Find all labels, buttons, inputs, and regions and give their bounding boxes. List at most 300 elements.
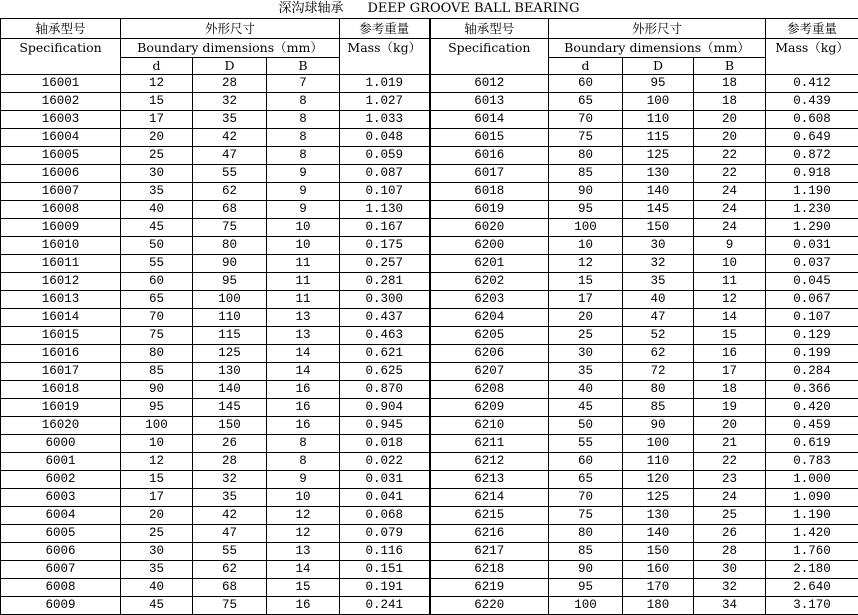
left-B-cell: 13 [267,327,340,345]
right-D-cell: 80 [623,381,694,399]
right-B-cell: 19 [694,399,766,417]
right-D-cell: 90 [623,417,694,435]
mass-header-en-right: Mass（kg） [766,39,858,75]
col-d-right: d [549,58,623,75]
left-B-cell: 16 [267,381,340,399]
table-row [1,543,858,561]
left-d-cell: 20 [121,129,193,147]
right-mass-cell: 0.045 [766,273,858,291]
right-d-cell: 85 [549,543,623,561]
left-d-cell: 40 [121,579,193,597]
header-row-zh [1,19,858,39]
right-spec-cell: 6213 [430,471,549,489]
left-D-cell: 55 [193,165,267,183]
table-row [1,147,858,165]
dims-header-zh-left: 外形尺寸 [121,19,340,39]
left-mass-cell: 0.031 [340,471,430,489]
table-row [1,507,858,525]
right-D-cell: 62 [623,345,694,363]
left-d-cell: 60 [121,273,193,291]
right-B-cell: 21 [694,435,766,453]
col-D-left: D [193,58,267,75]
left-D-cell: 47 [193,525,267,543]
left-spec-cell: 16010 [1,237,121,255]
left-d-cell: 17 [121,111,193,129]
left-B-cell: 9 [267,165,340,183]
table-row [1,525,858,543]
right-d-cell: 60 [549,453,623,471]
right-D-cell: 140 [623,183,694,201]
right-mass-cell: 0.420 [766,399,858,417]
left-D-cell: 35 [193,489,267,507]
left-B-cell: 8 [267,147,340,165]
mass-header-zh-left: 参考重量 [340,19,430,39]
left-d-cell: 65 [121,291,193,309]
left-D-cell: 95 [193,273,267,291]
left-spec-cell: 6000 [1,435,121,453]
mass-header-zh-right: 参考重量 [766,19,858,39]
left-B-cell: 14 [267,561,340,579]
right-d-cell: 75 [549,129,623,147]
left-mass-cell: 0.437 [340,309,430,327]
left-mass-cell: 1.033 [340,111,430,129]
left-d-cell: 100 [121,417,193,435]
page-title [0,0,858,18]
spec-header-en-left: Specification [1,39,121,75]
left-spec-cell: 16020 [1,417,121,435]
left-spec-cell: 16018 [1,381,121,399]
table-row [1,75,858,93]
left-B-cell: 10 [267,237,340,255]
right-spec-cell: 6200 [430,237,549,255]
table-row [1,417,858,435]
title-en: DEEP GROOVE BALL BEARING [368,1,580,16]
left-spec-cell: 6004 [1,507,121,525]
left-mass-cell: 0.870 [340,381,430,399]
left-d-cell: 15 [121,93,193,111]
left-mass-cell: 0.300 [340,291,430,309]
left-mass-cell: 0.068 [340,507,430,525]
right-B-cell: 20 [694,111,766,129]
right-spec-cell: 6206 [430,345,549,363]
left-mass-cell: 0.621 [340,345,430,363]
left-spec-cell: 16008 [1,201,121,219]
right-mass-cell: 0.459 [766,417,858,435]
left-B-cell: 13 [267,309,340,327]
table-body [1,75,858,615]
right-D-cell: 100 [623,435,694,453]
right-d-cell: 90 [549,561,623,579]
left-B-cell: 8 [267,453,340,471]
left-B-cell: 10 [267,489,340,507]
left-B-cell: 10 [267,219,340,237]
left-B-cell: 8 [267,129,340,147]
right-spec-cell: 6207 [430,363,549,381]
left-D-cell: 150 [193,417,267,435]
table-row [1,399,858,417]
right-d-cell: 17 [549,291,623,309]
left-mass-cell: 0.904 [340,399,430,417]
right-spec-cell: 6020 [430,219,549,237]
right-mass-cell: 0.129 [766,327,858,345]
right-spec-cell: 6204 [430,309,549,327]
left-mass-cell: 1.019 [340,75,430,93]
right-D-cell: 40 [623,291,694,309]
right-B-cell: 9 [694,237,766,255]
right-mass-cell: 0.284 [766,363,858,381]
left-B-cell: 8 [267,435,340,453]
header-row-en [1,39,858,58]
left-d-cell: 17 [121,489,193,507]
left-spec-cell: 16004 [1,129,121,147]
right-d-cell: 50 [549,417,623,435]
right-spec-cell: 6014 [430,111,549,129]
right-D-cell: 30 [623,237,694,255]
table-row [1,381,858,399]
left-mass-cell: 1.027 [340,93,430,111]
right-mass-cell: 0.649 [766,129,858,147]
left-spec-cell: 16006 [1,165,121,183]
left-mass-cell: 0.116 [340,543,430,561]
left-D-cell: 42 [193,129,267,147]
left-spec-cell: 6002 [1,471,121,489]
left-spec-cell: 16009 [1,219,121,237]
left-mass-cell: 0.191 [340,579,430,597]
right-d-cell: 35 [549,363,623,381]
table-row [1,435,858,453]
right-B-cell: 18 [694,75,766,93]
left-d-cell: 75 [121,327,193,345]
right-mass-cell: 1.000 [766,471,858,489]
left-spec-cell: 16017 [1,363,121,381]
table-row [1,453,858,471]
right-d-cell: 20 [549,309,623,327]
left-B-cell: 14 [267,363,340,381]
right-mass-cell: 2.180 [766,561,858,579]
right-B-cell: 11 [694,273,766,291]
right-mass-cell: 2.640 [766,579,858,597]
right-spec-cell: 6216 [430,525,549,543]
table-row [1,111,858,129]
right-d-cell: 95 [549,201,623,219]
spec-header-zh-left: 轴承型号 [1,19,121,39]
left-d-cell: 95 [121,399,193,417]
right-B-cell: 23 [694,471,766,489]
table-row [1,597,858,615]
right-spec-cell: 6013 [430,93,549,111]
left-D-cell: 80 [193,237,267,255]
left-mass-cell: 0.281 [340,273,430,291]
right-d-cell: 70 [549,489,623,507]
left-mass-cell: 0.041 [340,489,430,507]
left-d-cell: 85 [121,363,193,381]
left-B-cell: 11 [267,291,340,309]
right-spec-cell: 6219 [430,579,549,597]
right-d-cell: 65 [549,471,623,489]
right-spec-cell: 6208 [430,381,549,399]
right-D-cell: 170 [623,579,694,597]
right-spec-cell: 6015 [430,129,549,147]
left-d-cell: 35 [121,183,193,201]
right-D-cell: 115 [623,129,694,147]
right-d-cell: 25 [549,327,623,345]
left-B-cell: 14 [267,345,340,363]
table-row [1,183,858,201]
left-spec-cell: 6007 [1,561,121,579]
left-D-cell: 68 [193,579,267,597]
bearing-spec-table [0,18,858,615]
left-spec-cell: 16016 [1,345,121,363]
right-mass-cell: 0.439 [766,93,858,111]
right-mass-cell: 1.190 [766,183,858,201]
left-spec-cell: 6003 [1,489,121,507]
left-B-cell: 16 [267,399,340,417]
left-D-cell: 110 [193,309,267,327]
left-d-cell: 30 [121,165,193,183]
left-spec-cell: 16011 [1,255,121,273]
left-B-cell: 8 [267,93,340,111]
left-mass-cell: 0.087 [340,165,430,183]
left-d-cell: 25 [121,147,193,165]
right-spec-cell: 6209 [430,399,549,417]
right-mass-cell: 0.366 [766,381,858,399]
left-B-cell: 11 [267,255,340,273]
table-row [1,327,858,345]
left-B-cell: 9 [267,201,340,219]
right-spec-cell: 6220 [430,597,549,615]
right-D-cell: 125 [623,489,694,507]
left-spec-cell: 16002 [1,93,121,111]
right-d-cell: 85 [549,165,623,183]
right-D-cell: 125 [623,147,694,165]
dims-header-zh-right: 外形尺寸 [549,19,766,39]
right-B-cell: 28 [694,543,766,561]
right-B-cell: 12 [694,291,766,309]
left-spec-cell: 16003 [1,111,121,129]
right-mass-cell: 0.031 [766,237,858,255]
left-spec-cell: 6008 [1,579,121,597]
right-D-cell: 52 [623,327,694,345]
spec-header-zh-right: 轴承型号 [430,19,549,39]
right-mass-cell: 1.230 [766,201,858,219]
right-mass-cell: 0.783 [766,453,858,471]
right-d-cell: 45 [549,399,623,417]
right-spec-cell: 6205 [430,327,549,345]
right-d-cell: 100 [549,597,623,615]
table-row [1,309,858,327]
left-d-cell: 20 [121,507,193,525]
right-D-cell: 85 [623,399,694,417]
left-D-cell: 75 [193,597,267,615]
left-d-cell: 40 [121,201,193,219]
left-d-cell: 50 [121,237,193,255]
left-spec-cell: 16012 [1,273,121,291]
left-mass-cell: 0.022 [340,453,430,471]
right-B-cell: 24 [694,201,766,219]
right-D-cell: 160 [623,561,694,579]
left-D-cell: 115 [193,327,267,345]
left-mass-cell: 0.625 [340,363,430,381]
left-D-cell: 42 [193,507,267,525]
right-d-cell: 30 [549,345,623,363]
left-mass-cell: 0.059 [340,147,430,165]
left-spec-cell: 16019 [1,399,121,417]
left-D-cell: 47 [193,147,267,165]
left-mass-cell: 0.018 [340,435,430,453]
right-D-cell: 130 [623,507,694,525]
left-mass-cell: 0.241 [340,597,430,615]
table-row [1,489,858,507]
title-zh: 深沟球轴承 [278,1,343,16]
right-B-cell: 24 [694,219,766,237]
right-B-cell: 14 [694,309,766,327]
right-B-cell: 25 [694,507,766,525]
right-mass-cell: 0.918 [766,165,858,183]
right-B-cell: 18 [694,93,766,111]
right-B-cell: 15 [694,327,766,345]
right-spec-cell: 6016 [430,147,549,165]
table-row [1,201,858,219]
right-B-cell: 24 [694,489,766,507]
table-row [1,255,858,273]
right-spec-cell: 6218 [430,561,549,579]
right-d-cell: 75 [549,507,623,525]
right-D-cell: 32 [623,255,694,273]
table-row [1,363,858,381]
table-row [1,561,858,579]
left-D-cell: 68 [193,201,267,219]
left-B-cell: 8 [267,111,340,129]
right-d-cell: 80 [549,147,623,165]
right-D-cell: 95 [623,75,694,93]
right-spec-cell: 6018 [430,183,549,201]
left-D-cell: 62 [193,561,267,579]
left-d-cell: 25 [121,525,193,543]
right-d-cell: 10 [549,237,623,255]
left-D-cell: 35 [193,111,267,129]
left-D-cell: 26 [193,435,267,453]
left-D-cell: 28 [193,75,267,93]
left-D-cell: 90 [193,255,267,273]
left-spec-cell: 16007 [1,183,121,201]
left-D-cell: 28 [193,453,267,471]
left-d-cell: 10 [121,435,193,453]
right-spec-cell: 6212 [430,453,549,471]
left-B-cell: 7 [267,75,340,93]
left-spec-cell: 6009 [1,597,121,615]
right-mass-cell: 0.107 [766,309,858,327]
left-d-cell: 45 [121,219,193,237]
right-d-cell: 100 [549,219,623,237]
left-B-cell: 16 [267,417,340,435]
right-D-cell: 72 [623,363,694,381]
table-row [1,579,858,597]
left-mass-cell: 0.048 [340,129,430,147]
table-row [1,93,858,111]
right-d-cell: 60 [549,75,623,93]
left-D-cell: 32 [193,93,267,111]
right-B-cell: 22 [694,453,766,471]
left-d-cell: 80 [121,345,193,363]
left-mass-cell: 0.463 [340,327,430,345]
col-B-left: B [267,58,340,75]
left-spec-cell: 16013 [1,291,121,309]
right-mass-cell: 0.872 [766,147,858,165]
right-spec-cell: 6214 [430,489,549,507]
left-D-cell: 125 [193,345,267,363]
right-mass-cell: 0.608 [766,111,858,129]
right-B-cell: 30 [694,561,766,579]
right-B-cell: 16 [694,345,766,363]
right-B-cell: 10 [694,255,766,273]
right-mass-cell: 0.067 [766,291,858,309]
left-B-cell: 12 [267,525,340,543]
right-D-cell: 140 [623,525,694,543]
left-spec-cell: 6006 [1,543,121,561]
right-B-cell: 22 [694,147,766,165]
dims-header-en-left: Boundary dimensions（mm） [121,39,340,58]
left-mass-cell: 0.257 [340,255,430,273]
left-mass-cell: 0.945 [340,417,430,435]
right-B-cell: 17 [694,363,766,381]
left-d-cell: 70 [121,309,193,327]
left-spec-cell: 16001 [1,75,121,93]
table-row [1,345,858,363]
right-B-cell: 20 [694,417,766,435]
left-D-cell: 145 [193,399,267,417]
table-row [1,165,858,183]
left-d-cell: 55 [121,255,193,273]
right-d-cell: 12 [549,255,623,273]
right-D-cell: 35 [623,273,694,291]
left-B-cell: 9 [267,183,340,201]
right-D-cell: 110 [623,111,694,129]
right-mass-cell: 1.090 [766,489,858,507]
right-spec-cell: 6203 [430,291,549,309]
right-spec-cell: 6017 [430,165,549,183]
left-spec-cell: 16015 [1,327,121,345]
right-mass-cell: 0.619 [766,435,858,453]
left-d-cell: 30 [121,543,193,561]
right-spec-cell: 6211 [430,435,549,453]
left-d-cell: 35 [121,561,193,579]
left-B-cell: 11 [267,273,340,291]
right-d-cell: 95 [549,579,623,597]
left-d-cell: 45 [121,597,193,615]
right-D-cell: 150 [623,219,694,237]
left-D-cell: 100 [193,291,267,309]
right-B-cell: 22 [694,165,766,183]
left-d-cell: 12 [121,453,193,471]
table-row [1,471,858,489]
left-D-cell: 140 [193,381,267,399]
right-B-cell: 18 [694,381,766,399]
right-B-cell: 24 [694,183,766,201]
left-spec-cell: 16005 [1,147,121,165]
right-D-cell: 100 [623,93,694,111]
left-mass-cell: 0.167 [340,219,430,237]
right-spec-cell: 6012 [430,75,549,93]
right-B-cell: 32 [694,579,766,597]
right-D-cell: 120 [623,471,694,489]
right-spec-cell: 6019 [430,201,549,219]
left-D-cell: 130 [193,363,267,381]
right-d-cell: 70 [549,111,623,129]
right-mass-cell: 0.037 [766,255,858,273]
left-B-cell: 16 [267,597,340,615]
right-mass-cell: 3.170 [766,597,858,615]
left-D-cell: 32 [193,471,267,489]
